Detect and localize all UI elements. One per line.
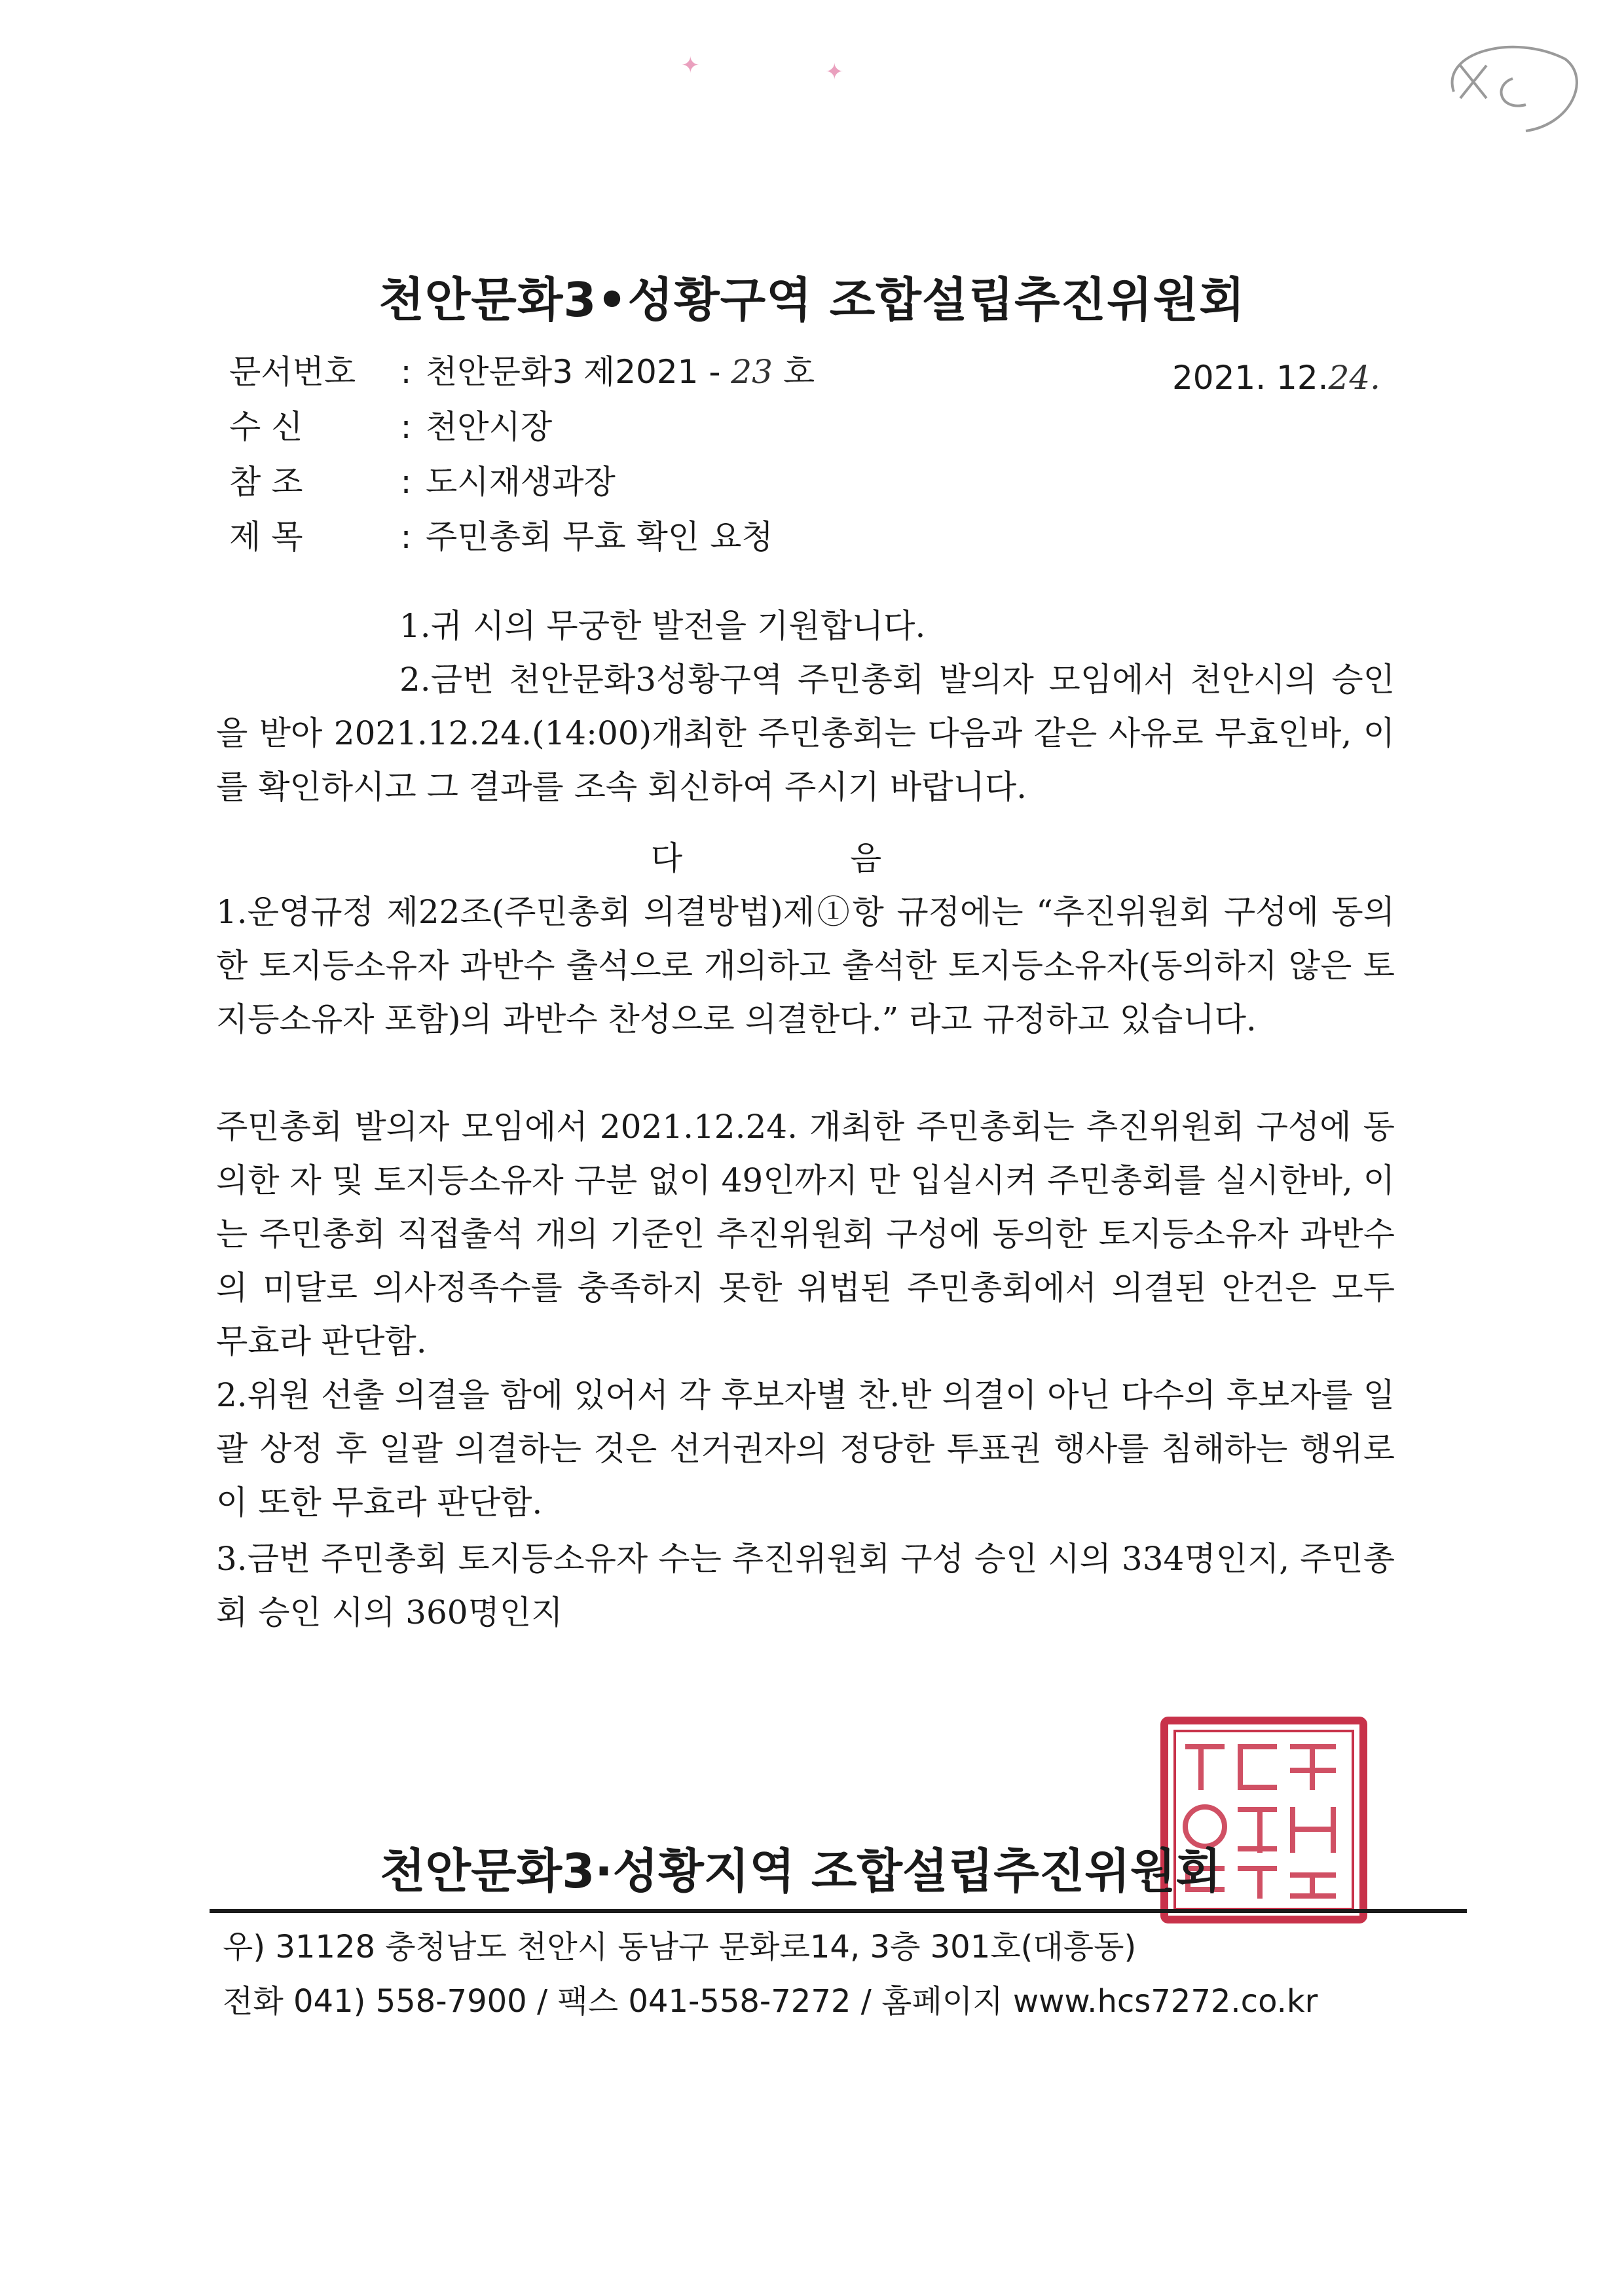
- reference-row: 참 조 : 도시재생과장: [229, 456, 616, 503]
- document-date: 2021. 12.24.: [1172, 359, 1381, 397]
- reason-item-2: 2.위원 선출 의결을 함에 있어서 각 후보자별 찬.반 의결이 아닌 다수의 후보자를 일괄 상정 후 일괄 의결하는 것은 선거권자의 정당한 투표권 행사를 침해하는 행위로 이 또한 무효라 판단함.: [216, 1376, 1395, 1522]
- pencil-scribble-icon: [1414, 13, 1598, 157]
- footer-org-name: 천안문화3·성황지역 조합설립추진위원회: [380, 1844, 1221, 1899]
- document-title: 천안문화3•성황구역 조합설립추진위원회: [378, 272, 1246, 327]
- recipient-label: 수 신: [229, 408, 303, 446]
- footer-divider: [210, 1909, 1467, 1913]
- scan-speck: ✦: [681, 52, 700, 79]
- footer-contact: 전화 041) 558-7900 / 팩스 041-558-7272 / 홈페이지 www.hcs7272.co.kr: [223, 1983, 1318, 2020]
- scan-speck: ✦: [825, 59, 844, 85]
- paragraph-request: 2.금번 천안문화3성황구역 주민총회 발의자 모임에서 천안시의 승인을 받아 2021.12.24.(14:00)개최한 주민총회는 다음과 같은 사유로 무효인바, 이를 확인하시고 그 결과를 조속 회신하여 주시기 바랍니다.: [216, 661, 1395, 806]
- doc-number-label: 문서번호: [229, 353, 356, 391]
- reference-value: 도시재생과장: [426, 463, 616, 501]
- doc-number-value: 천안문화3 제2021 - 23 호: [426, 353, 815, 391]
- footer-address: 우) 31128 충청남도 천안시 동남구 문화로14, 3층 301호(대흥동): [223, 1929, 1137, 1965]
- reason-item-1: 1.운영규정 제22조(주민총회 의결방법)제①항 규정에는 “추진위원회 구성에 동의한 토지등소유자 과반수 출석으로 개의하고 출석한 토지등소유자(동의하지 않은 토지등소유자 포함)의 과반수 찬성으로 의결한다.” 라고 규정하고 있습니다.: [216, 893, 1395, 1038]
- date-handwritten: 24.: [1328, 359, 1381, 397]
- subject-label: 제 목: [229, 518, 303, 556]
- reason-item-1-detail: 주민총회 발의자 모임에서 2021.12.24. 개최한 주민총회는 추진위원회 구성에 동의한 자 및 토지등소유자 구분 없이 49인까지 만 입실시켜 주민총회를 실시한바, 이는 주민총회 직접출석 개의 기준인 추진위원회 구성에 동의한 토지등소유자 과반수의 미달로 의사정족수를 충족하지 못한 위법된 주민총회에서 의결된 안건은 모두 무효라 판단함.: [216, 1108, 1395, 1360]
- doc-number-row: 문서번호 : 천안문화3 제2021 - 23 호: [229, 346, 815, 393]
- doc-number-handwritten: 23: [731, 353, 773, 391]
- recipient-value: 천안시장: [426, 408, 553, 446]
- reference-label: 참 조: [229, 463, 303, 501]
- recipient-row: 수 신 : 천안시장: [229, 401, 552, 448]
- paragraph-greeting: 1.귀 시의 무궁한 발전을 기원합니다.: [399, 607, 926, 645]
- reason-item-3: 3.금번 주민총회 토지등소유자 수는 추진위원회 구성 승인 시의 334명인지, 주민총회 승인 시의 360명인지: [216, 1540, 1395, 1631]
- subject-row: 제 목 : 주민총회 무효 확인 요청: [229, 511, 773, 558]
- subject-value: 주민총회 무효 확인 요청: [426, 518, 773, 556]
- section-heading: 다 음: [650, 839, 961, 877]
